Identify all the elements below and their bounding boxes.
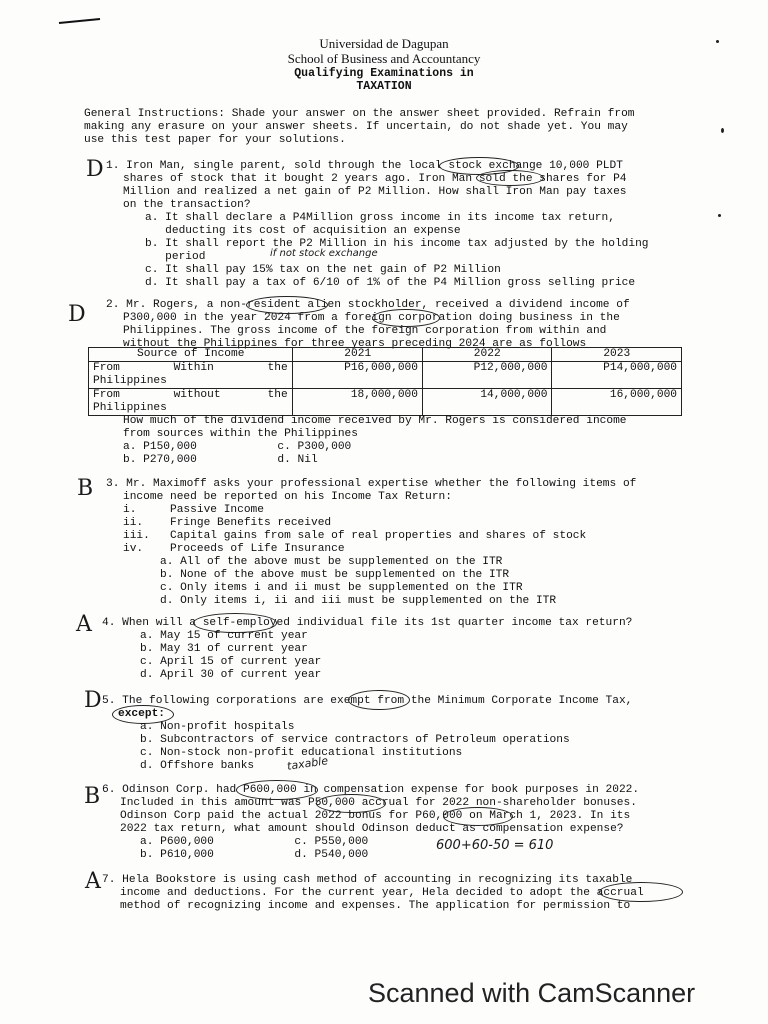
question-line: from sources within the Philippines — [123, 428, 358, 440]
table-cell: P12,000,000 — [422, 362, 552, 389]
handwritten-note: 600+60-50 = 610 — [436, 838, 554, 853]
question-line: on the transaction? — [123, 199, 251, 211]
instructions-line: use this test paper for your solutions. — [84, 134, 346, 146]
choice: a. All of the above must be supplemented on the ITR — [160, 556, 503, 568]
choice: b. P610,000 d. P540,000 — [140, 849, 369, 861]
circle-mark — [372, 309, 440, 327]
question-line: 2. Mr. Rogers, a non-resident alien stockholder, received a dividend income of — [106, 299, 630, 311]
table-cell: P14,000,000 — [552, 362, 682, 389]
pen-stroke — [58, 16, 102, 26]
question-line: Odinson Corp paid the actual 2022 bonus for P60,000 on March 1, 2023. In its — [120, 810, 631, 822]
question-line: 6. Odinson Corp. had P600,000 in compensation expense for book purposes in 2022. — [102, 784, 640, 796]
choice: a. May 15 of current year — [140, 630, 308, 642]
choice: deducting its cost of acquisition an expense — [145, 225, 461, 237]
question-line: 4. When will a self-employed individual file its 1st quarter income tax return? — [102, 617, 633, 629]
circle-mark — [316, 794, 386, 813]
circle-mark — [236, 780, 318, 800]
list-item: iv. Proceeds of Life Insurance — [123, 543, 345, 555]
scan-speck — [721, 128, 724, 133]
scan-speck — [716, 40, 719, 43]
choice: d. It shall pay a tax of 6/10 of 1% of the P4 Million gross selling price — [145, 277, 636, 289]
list-item: i. Passive Income — [123, 504, 264, 516]
answer-mark: D — [84, 688, 102, 713]
exam-title: Qualifying Examinations in — [294, 67, 474, 80]
table-header: Source of Income — [89, 348, 293, 362]
answer-mark: D — [68, 302, 86, 327]
choice: a. P150,000 c. P300,000 — [123, 441, 352, 453]
choice: c. Only items i and ii must be supplemented on the ITR — [160, 582, 523, 594]
table-header: 2023 — [552, 348, 682, 362]
table-header-row — [89, 348, 682, 362]
question-line: without the Philippines for three years preceding 2024 are as follows — [123, 338, 587, 350]
choice: a. It shall declare a P4Million gross income in its income tax return, — [145, 212, 615, 224]
choice: b. It shall report the P2 Million in his income tax adjusted by the holding — [145, 238, 649, 250]
university-name: Universidad de Dagupan — [319, 36, 449, 51]
answer-mark: B — [84, 784, 101, 809]
instructions-line: General Instructions: Shade your answer on the answer sheet provided. Refrain from — [84, 108, 635, 120]
choice: b. P270,000 d. Nil — [123, 454, 318, 466]
question-line: P300,000 in the year 2024 from a foreign corporation doing business in the — [123, 312, 620, 324]
question-line: except: — [118, 708, 165, 720]
income-table — [88, 347, 682, 416]
list-item: ii. Fringe Benefits received — [123, 517, 332, 529]
question-line: How much of the dividend income received by Mr. Rogers is considered income — [123, 415, 627, 427]
choice: b. Subcontractors of service contractors of Petroleum operations — [140, 734, 570, 746]
list-item: iii. Capital gains from sale of real properties and shares of stock — [123, 530, 587, 542]
choice: period — [145, 251, 206, 263]
answer-mark: A — [76, 612, 92, 637]
table-cell: From without the Philippines — [89, 389, 293, 416]
answer-mark: B — [77, 476, 94, 501]
circle-mark — [348, 690, 410, 710]
question-line: 3. Mr. Maximoff asks your professional expertise whether the following items of — [106, 478, 637, 490]
choice: a. Non-profit hospitals — [140, 721, 295, 733]
choice: d. Only items i, ii and iii must be supplemented on the ITR — [160, 595, 557, 607]
circle-mark — [443, 807, 513, 826]
question-line: shares of stock that it bought 2 years ago. Iron Man sold the shares for P4 — [123, 173, 627, 185]
question-line: 7. Hela Bookstore is using cash method of accounting in recognizing its taxable — [102, 874, 633, 886]
table-cell: 14,000,000 — [422, 389, 552, 416]
question-line: Million and realized a net gain of P2 Million. How shall Iron Man pay taxes — [123, 186, 627, 198]
question-line: 2022 tax return, what amount should Odinson deduct as compensation expense? — [120, 823, 624, 835]
choice: d. April 30 of current year — [140, 669, 322, 681]
instructions-line: making any erasure on your answer sheets. If uncertain, do not shade yet. You may — [84, 121, 628, 133]
table-header: 2022 — [422, 348, 552, 362]
scan-speck — [718, 214, 721, 217]
choice: c. It shall pay 15% tax on the net gain of P2 Million — [145, 264, 501, 276]
handwritten-note: if not stock exchange — [270, 248, 378, 259]
table-cell: 18,000,000 — [293, 389, 423, 416]
circle-mark — [476, 170, 544, 186]
choice: a. P600,000 c. P550,000 — [140, 836, 369, 848]
question-line: Philippines. The gross income of the foreign corporation from within and — [123, 325, 607, 337]
circle-mark — [599, 882, 683, 902]
scanner-watermark: Scanned with CamScanner — [368, 978, 696, 1008]
question-line: Included in this amount was P50,000 accrual for 2022 non-shareholder bonuses. — [120, 797, 637, 809]
table-row — [89, 389, 682, 416]
answer-mark: D — [86, 157, 104, 182]
question-line: method of recognizing income and expenses. The application for permission to — [120, 900, 631, 912]
question-line: 1. Iron Man, single parent, sold through the local stock exchange 10,000 PLDT — [106, 160, 623, 172]
choice: d. Offshore banks — [140, 760, 255, 772]
table-row — [89, 362, 682, 389]
table-cell: From Within the Philippines — [89, 362, 293, 389]
choice: c. April 15 of current year — [140, 656, 322, 668]
answer-mark: A — [85, 869, 101, 894]
school-name: School of Business and Accountancy — [287, 51, 481, 66]
choice: c. Non-stock non-profit educational institutions — [140, 747, 463, 759]
choice: b. None of the above must be supplemented on the ITR — [160, 569, 510, 581]
question-line: 5. The following corporations are exempt from the Minimum Corporate Income Tax, — [102, 695, 633, 707]
choice: b. May 31 of current year — [140, 643, 308, 655]
subject-title: TAXATION — [356, 80, 412, 93]
table-header: 2021 — [293, 348, 423, 362]
question-line: income need be reported on his Income Tax Return: — [123, 491, 452, 503]
question-line: income and deductions. For the current year, Hela decided to adopt the accrual — [120, 887, 644, 899]
handwritten-note: taxable — [286, 754, 329, 773]
circle-mark — [246, 296, 328, 314]
table-cell: P16,000,000 — [293, 362, 423, 389]
table-cell: 16,000,000 — [552, 389, 682, 416]
